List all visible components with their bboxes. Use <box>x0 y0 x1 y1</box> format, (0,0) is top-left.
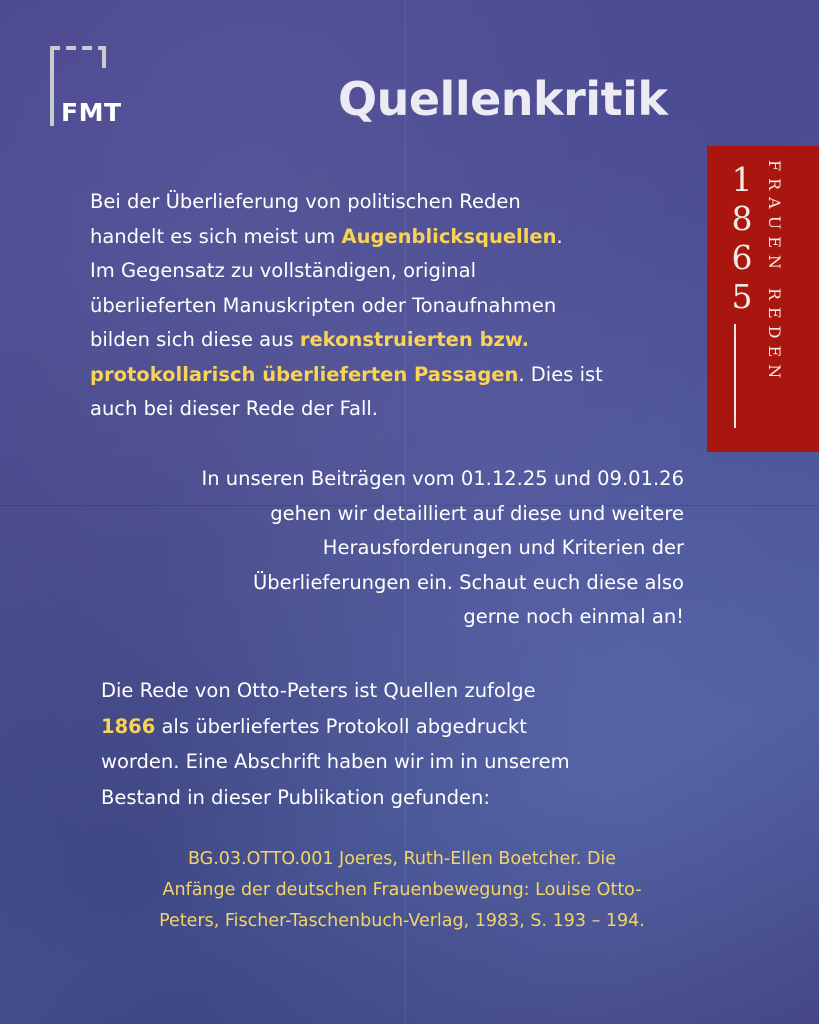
p1-line-5-text: bilden sich diese aus <box>90 328 300 351</box>
badge-year <box>727 160 757 316</box>
p1-line-2-end: . <box>556 224 563 248</box>
badge-year-digit-2: 8 <box>731 199 753 238</box>
reference-paragraph <box>84 462 684 635</box>
highlight-year-1866: 1866 <box>101 714 156 738</box>
fmt-logo <box>50 46 122 130</box>
p1-line-4: überlieferten Manuskripten oder Tonaufnahmen <box>90 293 557 317</box>
series-badge <box>707 146 819 452</box>
p3-line-2-text: als überliefertes Protokoll abgedruckt <box>155 714 527 738</box>
p2-line-1: In unseren Beiträgen vom 01.12.25 und 09.01.26 <box>201 467 684 490</box>
highlight-protokollarisch: protokollarisch überlieferten Passagen <box>90 362 519 386</box>
logo-frame-left <box>50 46 54 126</box>
p3-line-1: Die Rede von Otto-Peters ist Quellen zufolge <box>101 679 536 702</box>
citation-line-3: Peters, Fischer-Taschenbuch-Verlag, 1983, S. 193 – 194. <box>159 911 645 931</box>
highlight-rekonstruierten: rekonstruierten bzw. <box>299 328 530 351</box>
citation-line-2: Anfänge der deutschen Frauenbewegung: Louise Otto- <box>162 880 642 900</box>
logo-frame-right <box>102 46 106 68</box>
intro-paragraph <box>90 185 690 427</box>
highlight-augenblicksquellen: Augenblicksquellen <box>341 224 557 248</box>
p1-line-7: auch bei dieser Rede der Fall. <box>90 397 378 420</box>
p1-line-5 <box>90 323 690 358</box>
badge-year-digit-4: 5 <box>731 277 753 316</box>
page-title: Quellenkritik <box>338 72 668 126</box>
citation <box>106 844 698 937</box>
source-paragraph <box>101 673 681 815</box>
badge-series-title: FRAUEN REDEN <box>765 160 784 386</box>
p1-line-1: Bei der Überlieferung von politischen Reden <box>90 190 521 213</box>
logo-frame-top <box>50 46 106 50</box>
p2-line-3: Herausforderungen und Kriterien der <box>322 536 684 559</box>
citation-line-1: BG.03.OTTO.001 Joeres, Ruth-Ellen Boetcher. Die <box>187 849 617 869</box>
p1-line-6-end: . Dies ist <box>518 362 603 386</box>
p2-line-4: Überlieferungen ein. Schaut euch diese also <box>252 570 684 594</box>
p1-line-6 <box>90 358 690 393</box>
p3-line-4: Bestand in dieser Publikation gefunden: <box>101 785 490 809</box>
p3-line-2 <box>101 709 681 745</box>
p1-line-2-text: handelt es sich meist um <box>90 224 342 248</box>
badge-year-digit-3: 6 <box>731 238 753 277</box>
p2-line-5: gerne noch einmal an! <box>463 605 684 628</box>
p2-line-2: gehen wir detailliert auf diese und weitere <box>270 501 684 525</box>
badge-divider-line <box>734 324 736 428</box>
p1-line-3: Im Gegensatz zu vollständigen, original <box>90 259 477 282</box>
badge-year-digit-1: 1 <box>731 160 753 199</box>
logo-text: FMT <box>61 98 122 127</box>
p1-line-2 <box>90 220 690 255</box>
p3-line-3: worden. Eine Abschrift haben wir im in unserem <box>101 750 570 773</box>
